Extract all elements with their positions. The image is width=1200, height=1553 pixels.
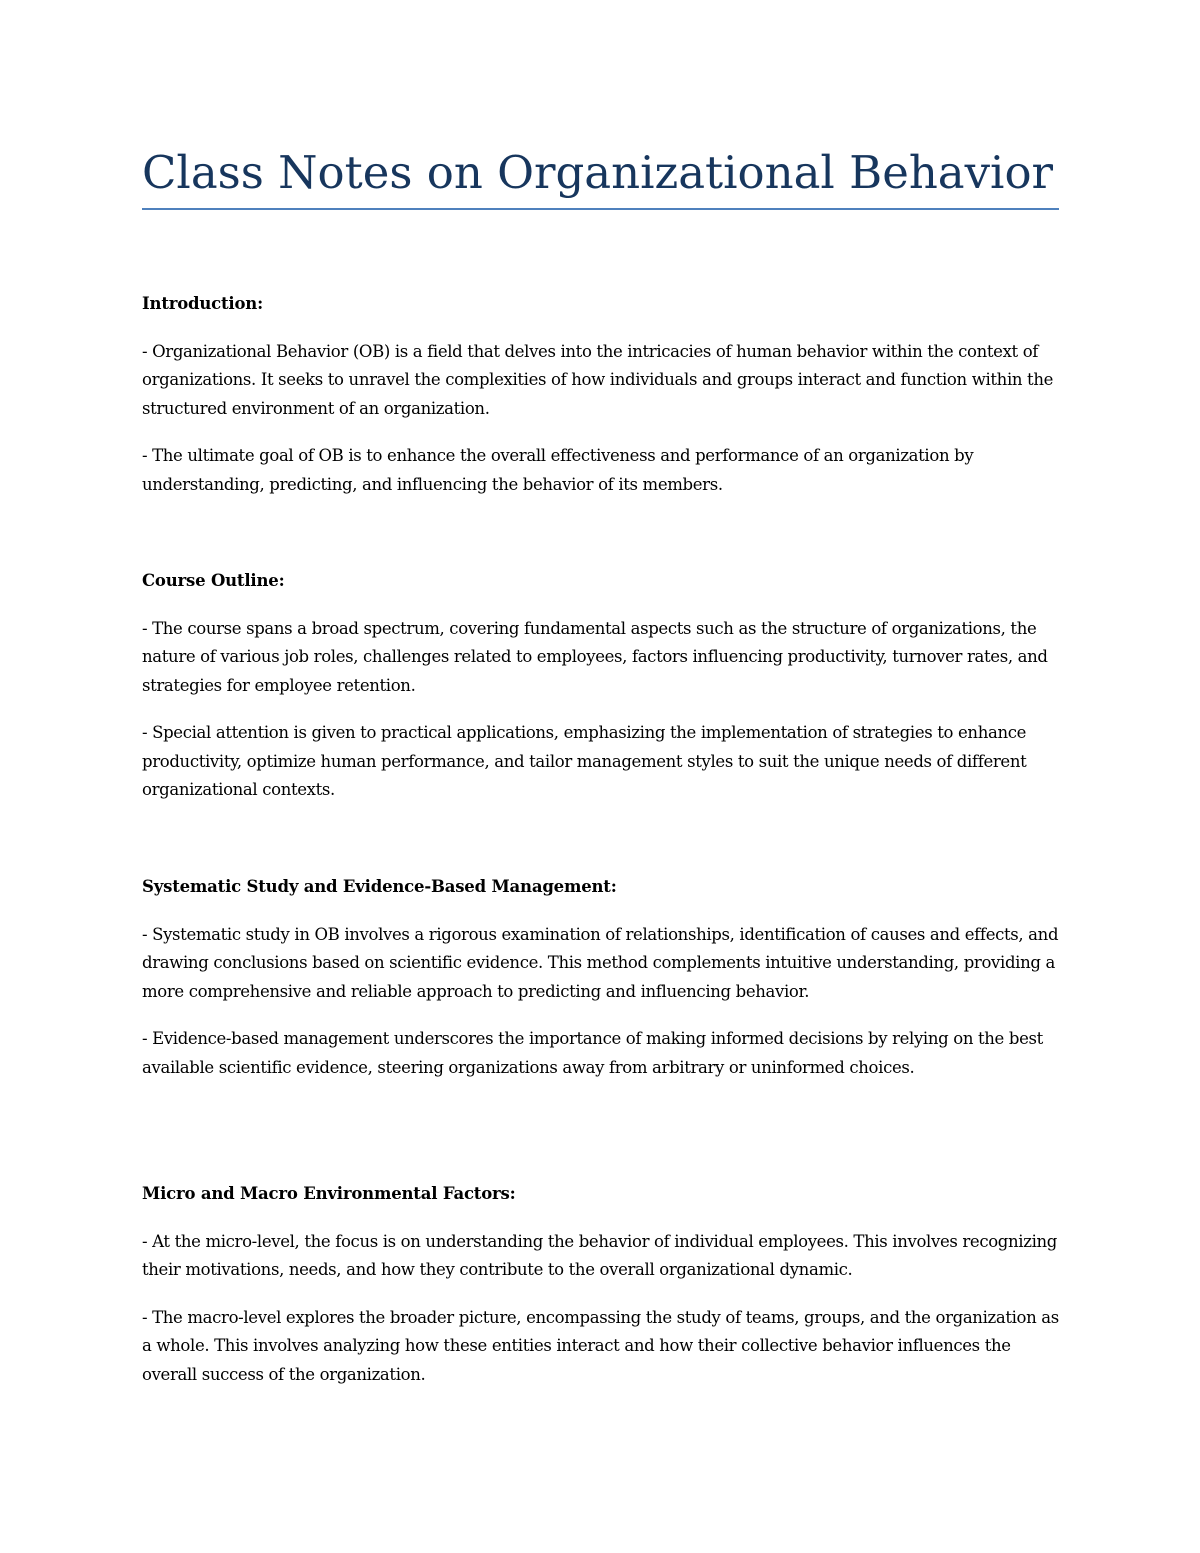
section-micro-macro [142,1180,1062,1389]
section-course-outline [142,567,1062,805]
section-paragraph: - Systematic study in OB involves a rigorous examination of relationships, identification of causes and effects, and drawing conclusions based on scientific evidence. This method complements intuitive understanding, providing a more comprehensive and reliable approach to predicting and influencing behavior. [142,924,1059,1001]
section-heading: Course Outline: [142,571,285,590]
title-underline [142,208,1059,210]
section-paragraph: - The course spans a broad spectrum, covering fundamental aspects such as the structure of organizations, the nature of various job roles, challenges related to employees, factors influencing productivity, turnover rates, and strategies for employee retention. [142,618,1048,695]
section-paragraph: - The ultimate goal of OB is to enhance the overall effectiveness and performance of an organization by understanding, predicting, and influencing the behavior of its members. [142,446,974,494]
section-paragraph: - Special attention is given to practical applications, emphasizing the implementation of strategies to enhance productivity, optimize human performance, and tailor management styles to suit the unique needs of different organizational contexts. [142,723,1027,799]
section-paragraph: - At the micro-level, the focus is on understanding the behavior of individual employees. This involves recognizing their motivations, needs, and how they contribute to the overall organizational dynamic. [142,1231,1057,1279]
section-heading: Micro and Macro Environmental Factors: [142,1184,516,1203]
section-introduction [142,290,1062,499]
section-paragraph: - The macro-level explores the broader picture, encompassing the study of teams, groups, and the organization as a whole. This involves analyzing how these entities interact and how their collective behavior influences the overall success of the organization. [142,1307,1059,1384]
section-paragraph: - Organizational Behavior (OB) is a field that delves into the intricacies of human behavior within the context of organizations. It seeks to unravel the complexities of how individuals and groups interact and function within the structured environment of an organization. [142,341,1054,418]
section-paragraph: - Evidence-based management underscores the importance of making informed decisions by relying on the best available scientific evidence, steering organizations away from arbitrary or uninformed choices. [142,1029,1043,1077]
document-title: Class Notes on Organizational Behavior [142,146,1054,199]
section-systematic-study [142,873,1062,1082]
section-heading: Systematic Study and Evidence-Based Management: [142,877,617,896]
section-heading: Introduction: [142,294,263,313]
